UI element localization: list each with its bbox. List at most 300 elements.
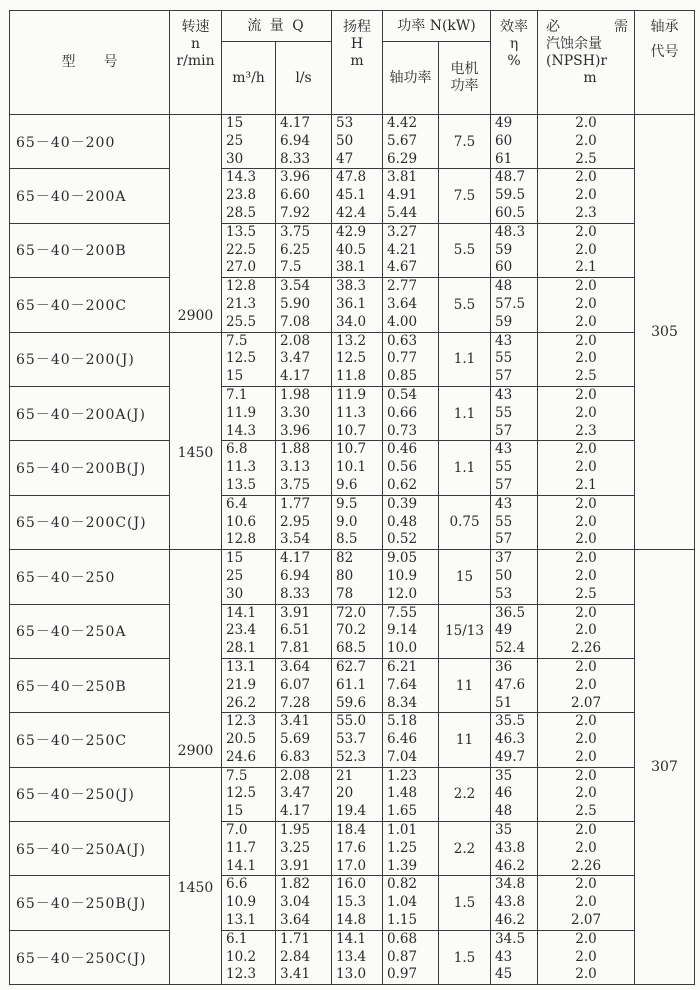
flow-ls-cell <box>276 713 332 767</box>
shaft-power-values: 4.67 <box>387 259 418 276</box>
model-name: 65－40－250C <box>16 732 128 749</box>
efficiency-cell <box>491 169 538 223</box>
head-values: 13.2 <box>336 332 367 349</box>
shaft-power-values: 1.15 <box>387 912 418 929</box>
motor-power-cell <box>439 278 491 332</box>
npsh-values: 2.26 <box>570 640 602 657</box>
shaft-power-values: 0.97 <box>387 966 418 983</box>
header-speed-unit: r/min <box>176 53 215 69</box>
shaft-power-cell <box>383 332 439 386</box>
npsh-values: 2.0 <box>575 495 597 512</box>
flow-m3h-values: 28.1 <box>226 640 257 657</box>
npsh-cell <box>538 876 635 930</box>
efficiency-values: 48 <box>495 803 513 820</box>
efficiency-values: 45 <box>495 966 513 983</box>
efficiency-values: 43 <box>495 332 513 349</box>
npsh-values: 2.5 <box>575 368 597 385</box>
model-name: 65－40－250B <box>16 678 127 695</box>
bearing-value: 307 <box>651 759 678 776</box>
model-name: 65－40－200B(J) <box>16 461 147 478</box>
efficiency-values: 55 <box>495 404 513 421</box>
flow-ls-values: 3.41 <box>280 713 311 730</box>
shaft-power-cell <box>383 115 439 169</box>
flow-m3h-cell <box>222 822 276 876</box>
efficiency-values: 35.5 <box>495 713 526 730</box>
shaft-power-values: 5.44 <box>387 204 418 221</box>
npsh-cell <box>538 278 635 332</box>
head-values: 10.1 <box>336 459 367 476</box>
shaft-power-values: 6.29 <box>387 150 418 167</box>
npsh-cell <box>538 658 635 712</box>
speed-cell <box>170 332 222 550</box>
shaft-power-values: 0.82 <box>387 876 418 893</box>
npsh-values: 2.0 <box>575 386 597 403</box>
shaft-power-values: 0.48 <box>387 513 418 530</box>
flow-ls-values: 3.41 <box>280 966 311 983</box>
efficiency-values: 49.7 <box>495 748 526 765</box>
flow-ls-cell <box>276 278 332 332</box>
model-name: 65－40－200B <box>16 243 127 260</box>
shaft-power-values: 0.52 <box>387 531 418 548</box>
head-cell <box>332 495 383 549</box>
motor-power-value: 1.5 <box>453 895 476 912</box>
flow-m3h-values: 6.4 <box>226 495 248 512</box>
flow-m3h-values: 21.9 <box>226 676 257 693</box>
table-row <box>10 550 695 604</box>
motor-power-cell <box>439 930 491 984</box>
head-values: 9.0 <box>336 513 358 530</box>
header-flow-m3h-label: m³/h <box>232 69 265 86</box>
flow-ls-cell <box>276 441 332 495</box>
flow-m3h-values: 10.9 <box>226 894 257 911</box>
shaft-power-cell <box>383 495 439 549</box>
flow-ls-values: 1.98 <box>280 386 311 403</box>
npsh-values: 2.0 <box>575 441 597 458</box>
flow-ls-values: 3.91 <box>280 604 311 621</box>
shaft-power-values: 6.21 <box>387 658 418 675</box>
head-values: 11.3 <box>336 404 367 421</box>
flow-ls-values: 7.5 <box>280 259 302 276</box>
head-values: 68.5 <box>336 640 367 657</box>
motor-power-cell <box>439 876 491 930</box>
efficiency-values: 57.5 <box>495 295 526 312</box>
head-values: 38.3 <box>336 278 367 295</box>
flow-m3h-cell <box>222 767 276 821</box>
npsh-cell <box>538 115 635 169</box>
shaft-power-cell <box>383 278 439 332</box>
shaft-power-values: 4.91 <box>387 187 418 204</box>
motor-power-value: 15 <box>455 568 474 585</box>
model-name: 65－40－200(J) <box>16 352 135 369</box>
head-values: 61.1 <box>336 676 367 693</box>
efficiency-values: 43 <box>495 948 513 965</box>
head-cell <box>332 223 383 277</box>
npsh-values: 2.26 <box>570 857 602 874</box>
header-motor-power-label-2: 功率 <box>450 78 479 94</box>
model-cell <box>10 386 170 440</box>
header-speed-label: 转速 <box>181 19 210 35</box>
table-body <box>10 115 695 985</box>
npsh-values: 2.0 <box>575 550 597 567</box>
npsh-values: 2.5 <box>575 585 597 602</box>
efficiency-cell <box>491 223 538 277</box>
motor-power-cell <box>439 115 491 169</box>
header-flow-ls-label: l/s <box>295 69 312 86</box>
efficiency-values: 46.2 <box>495 857 526 874</box>
head-values: 15.3 <box>336 894 367 911</box>
model-name: 65－40－250B(J) <box>16 896 147 913</box>
header-head <box>332 11 383 115</box>
flow-ls-values: 3.75 <box>280 223 311 240</box>
speed-value: 1450 <box>177 880 214 897</box>
flow-m3h-values: 14.3 <box>226 422 257 439</box>
npsh-values: 2.0 <box>575 676 597 693</box>
head-values: 62.7 <box>336 658 367 675</box>
efficiency-values: 35 <box>495 822 513 839</box>
flow-m3h-cell <box>222 115 276 169</box>
speed-value: 2900 <box>177 742 214 759</box>
flow-ls-cell <box>276 386 332 440</box>
table-row <box>10 658 695 712</box>
npsh-cell <box>538 604 635 658</box>
efficiency-values: 50 <box>495 567 513 584</box>
shaft-power-values: 5.18 <box>387 713 418 730</box>
efficiency-values: 51 <box>495 694 513 711</box>
flow-ls-values: 4.17 <box>280 803 311 820</box>
efficiency-values: 36.5 <box>495 604 526 621</box>
shaft-power-values: 0.39 <box>387 495 418 512</box>
motor-power-cell <box>439 822 491 876</box>
npsh-values: 2.5 <box>575 150 597 167</box>
header-bearing <box>635 11 695 115</box>
shaft-power-values: 1.04 <box>387 894 418 911</box>
npsh-values: 2.0 <box>575 822 597 839</box>
flow-m3h-values: 12.5 <box>226 350 257 367</box>
efficiency-values: 59 <box>495 241 513 258</box>
head-values: 21 <box>336 767 354 784</box>
head-cell <box>332 115 383 169</box>
npsh-values: 2.0 <box>575 894 597 911</box>
npsh-values: 2.0 <box>575 223 597 240</box>
head-values: 40.5 <box>336 241 367 258</box>
efficiency-cell <box>491 278 538 332</box>
motor-power-value: 0.75 <box>449 514 480 531</box>
model-name: 65－40－200A <box>16 189 127 206</box>
shaft-power-values: 4.42 <box>387 115 418 131</box>
shaft-power-values: 9.05 <box>387 550 418 567</box>
efficiency-values: 43.8 <box>495 839 526 856</box>
flow-ls-values: 3.54 <box>280 278 311 295</box>
npsh-values: 2.0 <box>575 876 597 893</box>
flow-m3h-cell <box>222 713 276 767</box>
npsh-cell <box>538 930 635 984</box>
efficiency-values: 37 <box>495 550 513 567</box>
head-cell <box>332 713 383 767</box>
efficiency-values: 43 <box>495 386 513 403</box>
flow-m3h-values: 6.6 <box>226 876 248 893</box>
header-power-label: 功率 N(kW) <box>397 17 476 34</box>
model-name: 65－40－250 <box>16 569 116 586</box>
flow-ls-values: 7.92 <box>280 204 311 221</box>
flow-ls-values: 4.17 <box>280 368 311 385</box>
flow-ls-values: 3.47 <box>280 350 311 367</box>
head-values: 17.6 <box>336 839 367 856</box>
shaft-power-values: 0.54 <box>387 386 418 403</box>
efficiency-values: 43 <box>495 441 513 458</box>
motor-power-cell <box>439 386 491 440</box>
bearing-value: 305 <box>651 324 678 341</box>
npsh-values: 2.0 <box>575 187 597 204</box>
flow-ls-values: 8.33 <box>280 585 311 602</box>
flow-m3h-values: 24.6 <box>226 748 257 765</box>
flow-m3h-cell <box>222 658 276 712</box>
head-values: 9.5 <box>336 495 358 512</box>
flow-ls-values: 2.84 <box>280 948 311 965</box>
head-values: 9.6 <box>336 476 358 493</box>
shaft-power-values: 4.00 <box>387 313 418 330</box>
flow-ls-cell <box>276 495 332 549</box>
head-cell <box>332 441 383 495</box>
model-cell <box>10 713 170 767</box>
flow-ls-values: 5.90 <box>280 295 311 312</box>
npsh-values: 2.0 <box>575 313 597 330</box>
efficiency-values: 60 <box>495 259 513 276</box>
model-cell <box>10 550 170 604</box>
header-shaft-power-label: 轴功率 <box>389 69 432 86</box>
shaft-power-cell <box>383 713 439 767</box>
efficiency-cell <box>491 441 538 495</box>
model-name: 65－40－200C(J) <box>16 515 147 532</box>
shaft-power-values: 0.87 <box>387 948 418 965</box>
npsh-values: 2.0 <box>575 622 597 639</box>
efficiency-values: 49 <box>495 115 513 131</box>
head-values: 50 <box>336 132 354 149</box>
header-flow-ls <box>276 42 332 115</box>
npsh-values: 2.07 <box>570 912 602 929</box>
head-values: 13.0 <box>336 966 367 983</box>
header-flow <box>222 11 332 42</box>
head-values: 78 <box>336 585 354 602</box>
model-name: 65－40－250(J) <box>16 787 135 804</box>
model-cell <box>10 767 170 821</box>
flow-ls-cell <box>276 115 332 169</box>
flow-m3h-values: 23.4 <box>226 622 257 639</box>
flow-m3h-cell <box>222 550 276 604</box>
npsh-values: 2.07 <box>570 694 602 711</box>
flow-ls-cell <box>276 550 332 604</box>
flow-ls-cell <box>276 767 332 821</box>
motor-power-value: 2.2 <box>453 840 476 857</box>
model-cell <box>10 876 170 930</box>
efficiency-values: 36 <box>495 658 513 675</box>
flow-ls-values: 3.30 <box>280 404 311 421</box>
flow-m3h-values: 13.1 <box>226 658 257 675</box>
shaft-power-values: 2.77 <box>387 278 418 295</box>
shaft-power-values: 4.21 <box>387 241 418 258</box>
model-cell <box>10 441 170 495</box>
flow-m3h-values: 11.3 <box>226 459 257 476</box>
flow-ls-values: 1.82 <box>280 876 311 893</box>
head-values: 16.0 <box>336 876 367 893</box>
efficiency-values: 46 <box>495 785 513 802</box>
bearing-cell <box>635 550 695 985</box>
efficiency-cell <box>491 713 538 767</box>
flow-m3h-values: 20.5 <box>226 731 257 748</box>
flow-ls-values: 3.54 <box>280 531 311 548</box>
flow-m3h-values: 15 <box>226 803 244 820</box>
npsh-values: 2.0 <box>575 658 597 675</box>
pump-performance-table <box>9 10 695 985</box>
shaft-power-values: 7.04 <box>387 748 418 765</box>
efficiency-values: 53 <box>495 585 513 602</box>
flow-m3h-cell <box>222 495 276 549</box>
header-efficiency <box>491 11 538 115</box>
header-efficiency-symbol: η <box>509 36 519 52</box>
flow-ls-values: 4.17 <box>280 115 311 131</box>
speed-cell <box>170 767 222 985</box>
flow-m3h-values: 23.8 <box>226 187 257 204</box>
shaft-power-values: 9.14 <box>387 622 418 639</box>
motor-power-value: 1.1 <box>453 405 476 422</box>
model-cell <box>10 930 170 984</box>
shaft-power-values: 10.9 <box>387 567 418 584</box>
npsh-values: 2.0 <box>575 459 597 476</box>
shaft-power-values: 7.55 <box>387 604 418 621</box>
model-cell <box>10 495 170 549</box>
shaft-power-values: 0.73 <box>387 422 418 439</box>
motor-power-cell <box>439 658 491 712</box>
flow-m3h-values: 6.1 <box>226 930 248 947</box>
head-cell <box>332 930 383 984</box>
header-model-label: 型 号 <box>61 54 118 70</box>
head-values: 52.3 <box>336 748 367 765</box>
shaft-power-values: 0.62 <box>387 476 418 493</box>
head-cell <box>332 604 383 658</box>
flow-ls-cell <box>276 876 332 930</box>
head-values: 36.1 <box>336 295 367 312</box>
shaft-power-cell <box>383 658 439 712</box>
npsh-values: 2.0 <box>575 948 597 965</box>
flow-ls-values: 1.88 <box>280 441 311 458</box>
motor-power-cell <box>439 441 491 495</box>
flow-ls-values: 6.51 <box>280 622 311 639</box>
flow-ls-values: 3.47 <box>280 785 311 802</box>
head-values: 47 <box>336 150 354 167</box>
efficiency-values: 55 <box>495 459 513 476</box>
model-name: 65－40－200C <box>16 297 128 314</box>
efficiency-values: 57 <box>495 368 513 385</box>
flow-ls-values: 6.94 <box>280 132 311 149</box>
shaft-power-cell <box>383 441 439 495</box>
motor-power-value: 11 <box>455 677 474 694</box>
efficiency-cell <box>491 822 538 876</box>
model-cell <box>10 332 170 386</box>
efficiency-values: 48.7 <box>495 169 526 186</box>
head-cell <box>332 278 383 332</box>
header-model <box>10 11 170 115</box>
flow-ls-values: 8.33 <box>280 150 311 167</box>
flow-m3h-values: 11.7 <box>226 839 257 856</box>
table-row <box>10 278 695 332</box>
shaft-power-values: 1.48 <box>387 785 418 802</box>
model-name: 65－40－200A(J) <box>16 406 146 423</box>
efficiency-values: 59 <box>495 313 513 330</box>
motor-power-value: 7.5 <box>453 188 476 205</box>
flow-m3h-values: 10.6 <box>226 513 257 530</box>
efficiency-cell <box>491 495 538 549</box>
npsh-values: 2.0 <box>575 839 597 856</box>
npsh-values: 2.0 <box>575 604 597 621</box>
efficiency-values: 60.5 <box>495 204 526 221</box>
model-cell <box>10 822 170 876</box>
shaft-power-cell <box>383 822 439 876</box>
table-header <box>10 11 695 115</box>
head-cell <box>332 550 383 604</box>
flow-m3h-cell <box>222 930 276 984</box>
npsh-values: 2.0 <box>575 767 597 784</box>
flow-m3h-values: 15 <box>226 550 244 567</box>
flow-m3h-values: 7.5 <box>226 767 248 784</box>
head-cell <box>332 822 383 876</box>
flow-ls-values: 2.08 <box>280 767 311 784</box>
model-cell <box>10 223 170 277</box>
shaft-power-values: 0.66 <box>387 404 418 421</box>
flow-ls-values: 2.95 <box>280 513 311 530</box>
head-values: 80 <box>336 567 354 584</box>
flow-m3h-values: 14.1 <box>226 857 257 874</box>
header-head-unit: m <box>350 53 364 69</box>
flow-m3h-values: 12.5 <box>226 785 257 802</box>
npsh-values: 2.0 <box>575 241 597 258</box>
head-cell <box>332 386 383 440</box>
npsh-values: 2.0 <box>575 132 597 149</box>
motor-power-value: 5.5 <box>453 296 476 313</box>
header-flow-m3h <box>222 42 276 115</box>
flow-ls-values: 3.96 <box>280 422 311 439</box>
efficiency-cell <box>491 386 538 440</box>
efficiency-values: 49 <box>495 622 513 639</box>
efficiency-cell <box>491 604 538 658</box>
efficiency-values: 55 <box>495 350 513 367</box>
head-values: 11.9 <box>336 386 367 403</box>
model-name: 65－40－250C(J) <box>16 950 147 967</box>
motor-power-cell <box>439 169 491 223</box>
motor-power-value: 11 <box>455 731 474 748</box>
efficiency-values: 43.8 <box>495 894 526 911</box>
head-values: 55.0 <box>336 713 367 730</box>
head-values: 82 <box>336 550 354 567</box>
flow-ls-values: 3.75 <box>280 476 311 493</box>
efficiency-values: 34.5 <box>495 930 526 947</box>
flow-ls-values: 4.17 <box>280 550 311 567</box>
shaft-power-values: 1.25 <box>387 839 418 856</box>
motor-power-cell <box>439 495 491 549</box>
head-values: 38.1 <box>336 259 367 276</box>
header-speed-symbol: n <box>190 36 201 52</box>
flow-m3h-cell <box>222 278 276 332</box>
flow-m3h-values: 12.8 <box>226 531 257 548</box>
efficiency-cell <box>491 550 538 604</box>
shaft-power-cell <box>383 876 439 930</box>
flow-m3h-values: 15 <box>226 368 244 385</box>
motor-power-cell <box>439 550 491 604</box>
head-values: 70.2 <box>336 622 367 639</box>
npsh-values: 2.0 <box>575 115 597 131</box>
table-row <box>10 332 695 386</box>
head-values: 13.4 <box>336 948 367 965</box>
table-row <box>10 767 695 821</box>
flow-ls-values: 7.28 <box>280 694 311 711</box>
